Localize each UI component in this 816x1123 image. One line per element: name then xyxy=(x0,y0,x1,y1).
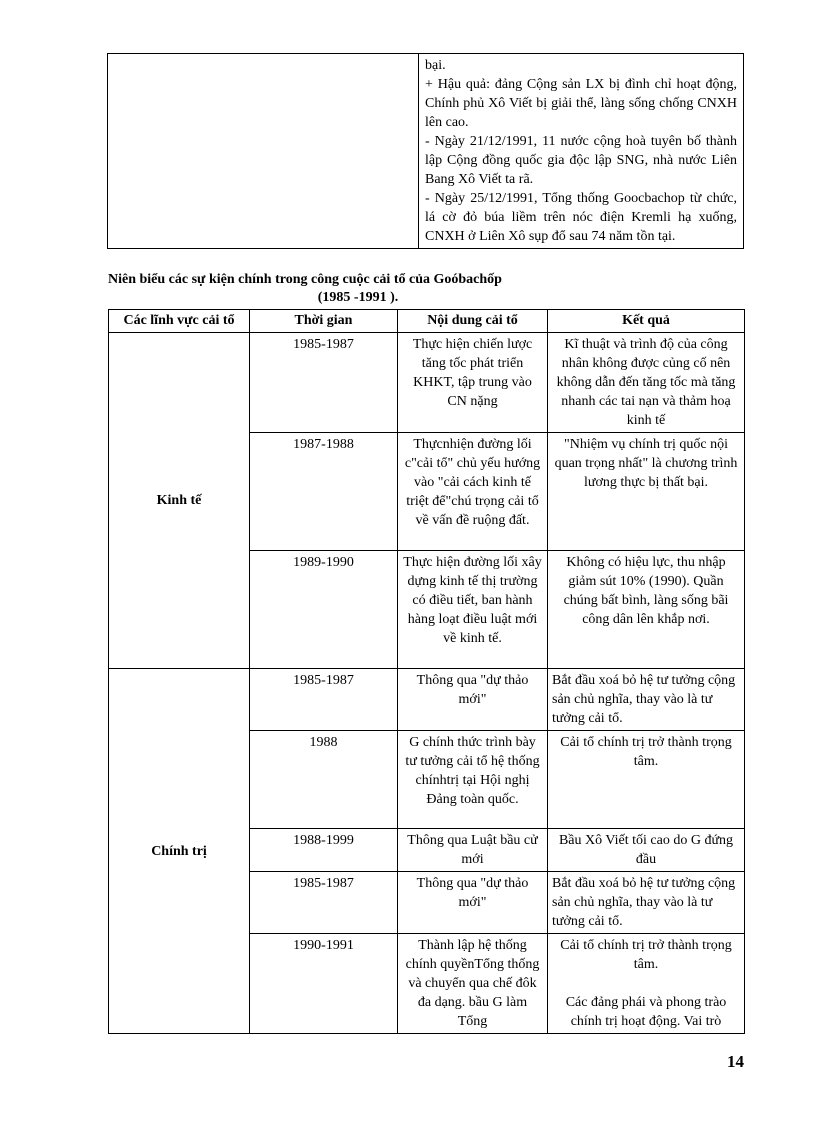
time-cell: 1985-1987 xyxy=(250,872,398,934)
header-time: Thời gian xyxy=(250,310,398,333)
continuation-text-cell xyxy=(419,54,744,249)
table-header-row xyxy=(109,310,745,333)
result-cell: Không có hiệu lực, thu nhập giảm sút 10% (1990). Quần chúng bất bình, làng sống bãi công dân lên khắp nơi. xyxy=(548,551,745,669)
content-cell: Thông qua "dự thảo mới" xyxy=(398,872,548,934)
time-cell: 1985-1987 xyxy=(250,333,398,433)
text-line: + Hậu quả: đảng Cộng sản LX bị đình chỉ hoạt động, Chính phủ Xô Viết bị giải thể, làng sống chống CNXH lên cao. xyxy=(425,77,737,130)
result-text: Các đảng phái và phong trào chính trị hoạt động. Vai trò xyxy=(565,995,727,1029)
header-content: Nội dung cải tổ xyxy=(398,310,548,333)
text-line: - Ngày 25/12/1991, Tổng thống Goocbachop từ chức, lá cờ đỏ búa liềm trên nóc điện Kremli hạ xuống, CNXH ở Liên Xô sụp đổ sau 74 năm tồn tại. xyxy=(425,191,737,244)
reform-timeline-table xyxy=(108,309,745,1034)
content-cell: Thực hiện chiến lược tăng tốc phát triển KHKT, tập trung vào CN nặng xyxy=(398,333,548,433)
header-area: Các lĩnh vực cải tổ xyxy=(109,310,250,333)
continuation-table xyxy=(107,53,744,249)
empty-cell xyxy=(108,54,419,249)
time-cell: 1987-1988 xyxy=(250,433,398,551)
time-cell: 1988 xyxy=(250,731,398,829)
area-cell-politics: Chính trị xyxy=(109,669,250,1034)
heading-line-2: (1985 -1991 ). xyxy=(317,290,399,305)
result-cell: Bắt đầu xoá bỏ hệ tư tưởng cộng sản chủ nghĩa, thay vào là tư tưởng cải tổ. xyxy=(548,872,745,934)
heading-line-1: Niên biểu các sự kiện chính trong công cuộc cải tổ của Goóbachốp xyxy=(108,272,502,287)
table-row xyxy=(109,669,745,731)
content-cell: Thực hiện đường lối xây dựng kinh tế thị trường có điều tiết, ban hành hàng loạt điều luật mới về kinh tế. xyxy=(398,551,548,669)
text-line: bại. xyxy=(425,58,446,73)
content-cell: G chính thức trình bày tư tưởng cải tổ hệ thống chínhtrị tại Hội nghị Đảng toàn quốc. xyxy=(398,731,548,829)
content-cell: Thựcnhiện đường lối c"cải tổ" chủ yếu hướng vào "cải cách kinh tế triệt để"chú trọng cải tổ về vấn đề ruộng đất. xyxy=(398,433,548,551)
section-heading xyxy=(108,271,608,307)
result-cell: Bắt đầu xoá bỏ hệ tư tưởng cộng sản chủ nghĩa, thay vào là tư tưởng cải tổ. xyxy=(548,669,745,731)
result-cell: "Nhiệm vụ chính trị quốc nội quan trọng nhất" là chương trình lương thực bị thất bại. xyxy=(548,433,745,551)
time-cell: 1989-1990 xyxy=(250,551,398,669)
table-row xyxy=(109,333,745,433)
content-cell: Thành lập hệ thống chính quyềnTổng thống và chuyển qua chế đôk đa dạng. bầu G làm Tổng xyxy=(398,934,548,1034)
time-cell: 1990-1991 xyxy=(250,934,398,1034)
time-cell: 1985-1987 xyxy=(250,669,398,731)
content-cell: Thông qua Luật bầu cử mới xyxy=(398,829,548,872)
result-cell: Cải tổ chính trị trở thành trọng tâm. xyxy=(548,731,745,829)
header-result: Kết quả xyxy=(548,310,745,333)
time-cell: 1988-1999 xyxy=(250,829,398,872)
result-text: Cải tổ chính trị trở thành trọng tâm. xyxy=(560,938,732,972)
page-number: 14 xyxy=(727,1052,744,1071)
result-cell: Kĩ thuật và trình độ của công nhân không được củng cố nên không dẫn đến tăng tốc mà tăng nhanh các tai nạn và thảm hoạ kinh tế xyxy=(548,333,745,433)
result-cell: Bầu Xô Viết tối cao do G đứng đầu xyxy=(548,829,745,872)
text-line: - Ngày 21/12/1991, 11 nước cộng hoà tuyên bố thành lập Cộng đồng quốc gia độc lập SNG, nhà nước Liên Bang Xô Viết ta rã. xyxy=(425,134,737,187)
result-cell xyxy=(548,934,745,1034)
area-cell-economy: Kinh tế xyxy=(109,333,250,669)
content-cell: Thông qua "dự thảo mới" xyxy=(398,669,548,731)
